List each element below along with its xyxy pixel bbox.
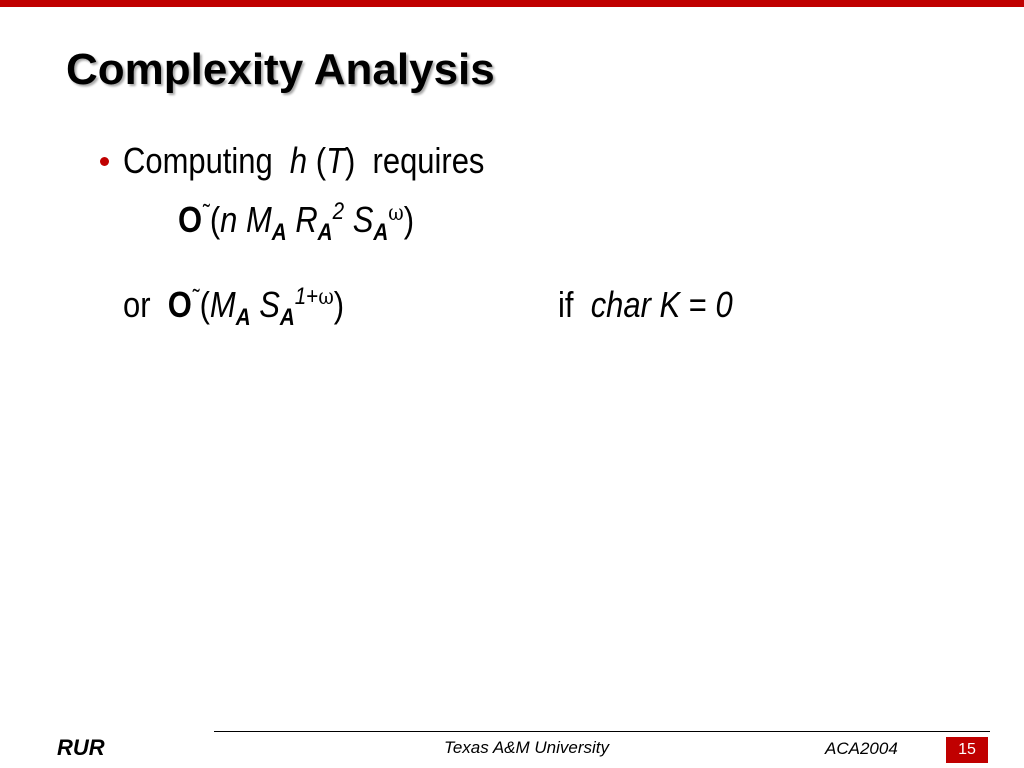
subscript-A: A [373, 219, 389, 247]
subscript-A: A [317, 219, 333, 247]
paren-open: ( [199, 284, 210, 325]
big-o-symbol: O [178, 199, 203, 240]
variable-T: T [326, 140, 346, 181]
formula-line-2 [123, 282, 380, 332]
tilde-mark: ˜ [192, 285, 200, 313]
equals-sign: = [688, 284, 707, 325]
top-accent-bar [0, 0, 1024, 7]
paren-close: ) [345, 140, 356, 181]
bullet-text [123, 140, 543, 181]
variable-S: S [259, 284, 280, 325]
tilde-mark: ˜ [202, 200, 210, 228]
paren-close: ) [333, 284, 345, 325]
or-word: or [123, 284, 151, 325]
subscript-A: A [235, 304, 251, 332]
paren-open: ( [315, 140, 327, 181]
footer-logo: RUR [57, 735, 105, 760]
page-number-badge: 15 [946, 737, 988, 763]
variable-S: S [352, 199, 374, 240]
footer-conference: ACA2004 [825, 739, 898, 758]
variable-n: n [220, 199, 238, 240]
superscript-2: 2 [332, 197, 345, 225]
condition-text [558, 284, 761, 325]
condition-expression: char K [590, 284, 681, 325]
superscript-exponent [295, 283, 334, 310]
big-o-symbol: O [167, 284, 192, 325]
footer-divider [214, 731, 990, 732]
bullet-dot-icon [100, 157, 109, 166]
formula-line-1 [178, 197, 452, 247]
variable-M: M [209, 284, 236, 325]
exponent-one: 1 [294, 282, 307, 310]
subscript-A: A [271, 219, 287, 247]
bullet-lead: Computing [123, 140, 273, 181]
if-word: if [558, 284, 574, 325]
condition-zero: 0 [715, 284, 733, 325]
bullet-trail: requires [372, 140, 485, 181]
paren-open: ( [209, 199, 221, 240]
slide-title: Complexity Analysis [66, 45, 495, 94]
superscript-omega: ω [388, 200, 404, 226]
footer-university: Texas A&M University [444, 738, 610, 757]
function-h: h [289, 140, 308, 181]
variable-M: M [245, 199, 272, 240]
paren-close: ) [403, 199, 415, 240]
exponent-omega: ω [318, 284, 334, 310]
exponent-plus: + [306, 282, 319, 310]
subscript-A: A [279, 304, 295, 332]
variable-R: R [295, 199, 318, 240]
